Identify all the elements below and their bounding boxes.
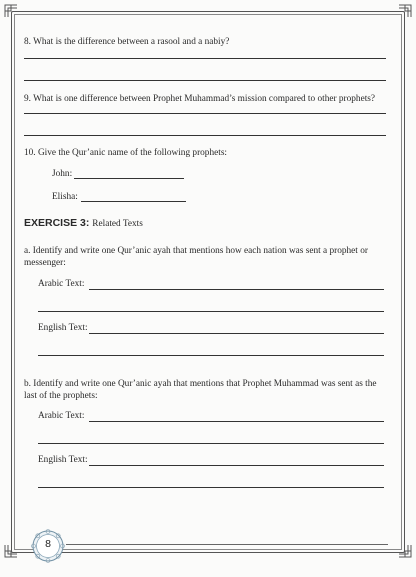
elisha-label: Elisha: bbox=[52, 192, 78, 202]
question-9: 9. What is one difference between Prophet Muhammad’s mission compared to other prophets? bbox=[24, 94, 376, 104]
exercise-3-subtitle: Related Texts bbox=[92, 219, 143, 229]
answer-line[interactable] bbox=[38, 311, 384, 312]
arabic-answer-line[interactable] bbox=[89, 289, 384, 290]
page-number: 8 bbox=[45, 538, 51, 550]
john-label: John: bbox=[52, 169, 73, 179]
answer-line[interactable] bbox=[38, 443, 384, 444]
english-answer-line[interactable] bbox=[89, 333, 384, 334]
answer-line[interactable] bbox=[24, 58, 386, 59]
english-text-label: English Text: bbox=[38, 455, 88, 465]
corner-ornament-icon bbox=[3, 3, 19, 19]
answer-line[interactable] bbox=[24, 113, 386, 114]
english-text-label: English Text: bbox=[38, 323, 88, 333]
answer-line[interactable] bbox=[24, 135, 386, 136]
exercise-3-title: EXERCISE 3: bbox=[24, 217, 90, 229]
exercise-3a-prompt: a. Identify and write one Qur’anic ayah that mentions how each nation was sent a prophet or messenger: bbox=[24, 246, 368, 268]
arabic-text-label: Arabic Text: bbox=[38, 279, 85, 289]
answer-line[interactable] bbox=[38, 487, 384, 488]
john-answer-line[interactable] bbox=[74, 178, 184, 179]
answer-line[interactable] bbox=[24, 80, 386, 81]
corner-ornament-icon bbox=[397, 3, 413, 19]
question-8: 8. What is the difference between a rasool and a nabiy? bbox=[24, 37, 230, 47]
page-number-badge bbox=[30, 528, 66, 564]
footer-rule bbox=[66, 544, 388, 545]
corner-ornament-icon bbox=[397, 543, 413, 559]
corner-ornament-icon bbox=[3, 543, 19, 559]
exercise-3b-prompt: b. Identify and write one Qur’anic ayah that mentions that Prophet Muhammad was sent as the last of the prophets: bbox=[24, 379, 377, 401]
exercise-3-heading bbox=[24, 217, 143, 229]
elisha-answer-line[interactable] bbox=[81, 201, 186, 202]
arabic-answer-line[interactable] bbox=[89, 421, 384, 422]
english-answer-line[interactable] bbox=[89, 465, 384, 466]
question-10: 10. Give the Qur’anic name of the following prophets: bbox=[24, 148, 228, 158]
arabic-text-label: Arabic Text: bbox=[38, 411, 85, 421]
answer-line[interactable] bbox=[38, 355, 384, 356]
